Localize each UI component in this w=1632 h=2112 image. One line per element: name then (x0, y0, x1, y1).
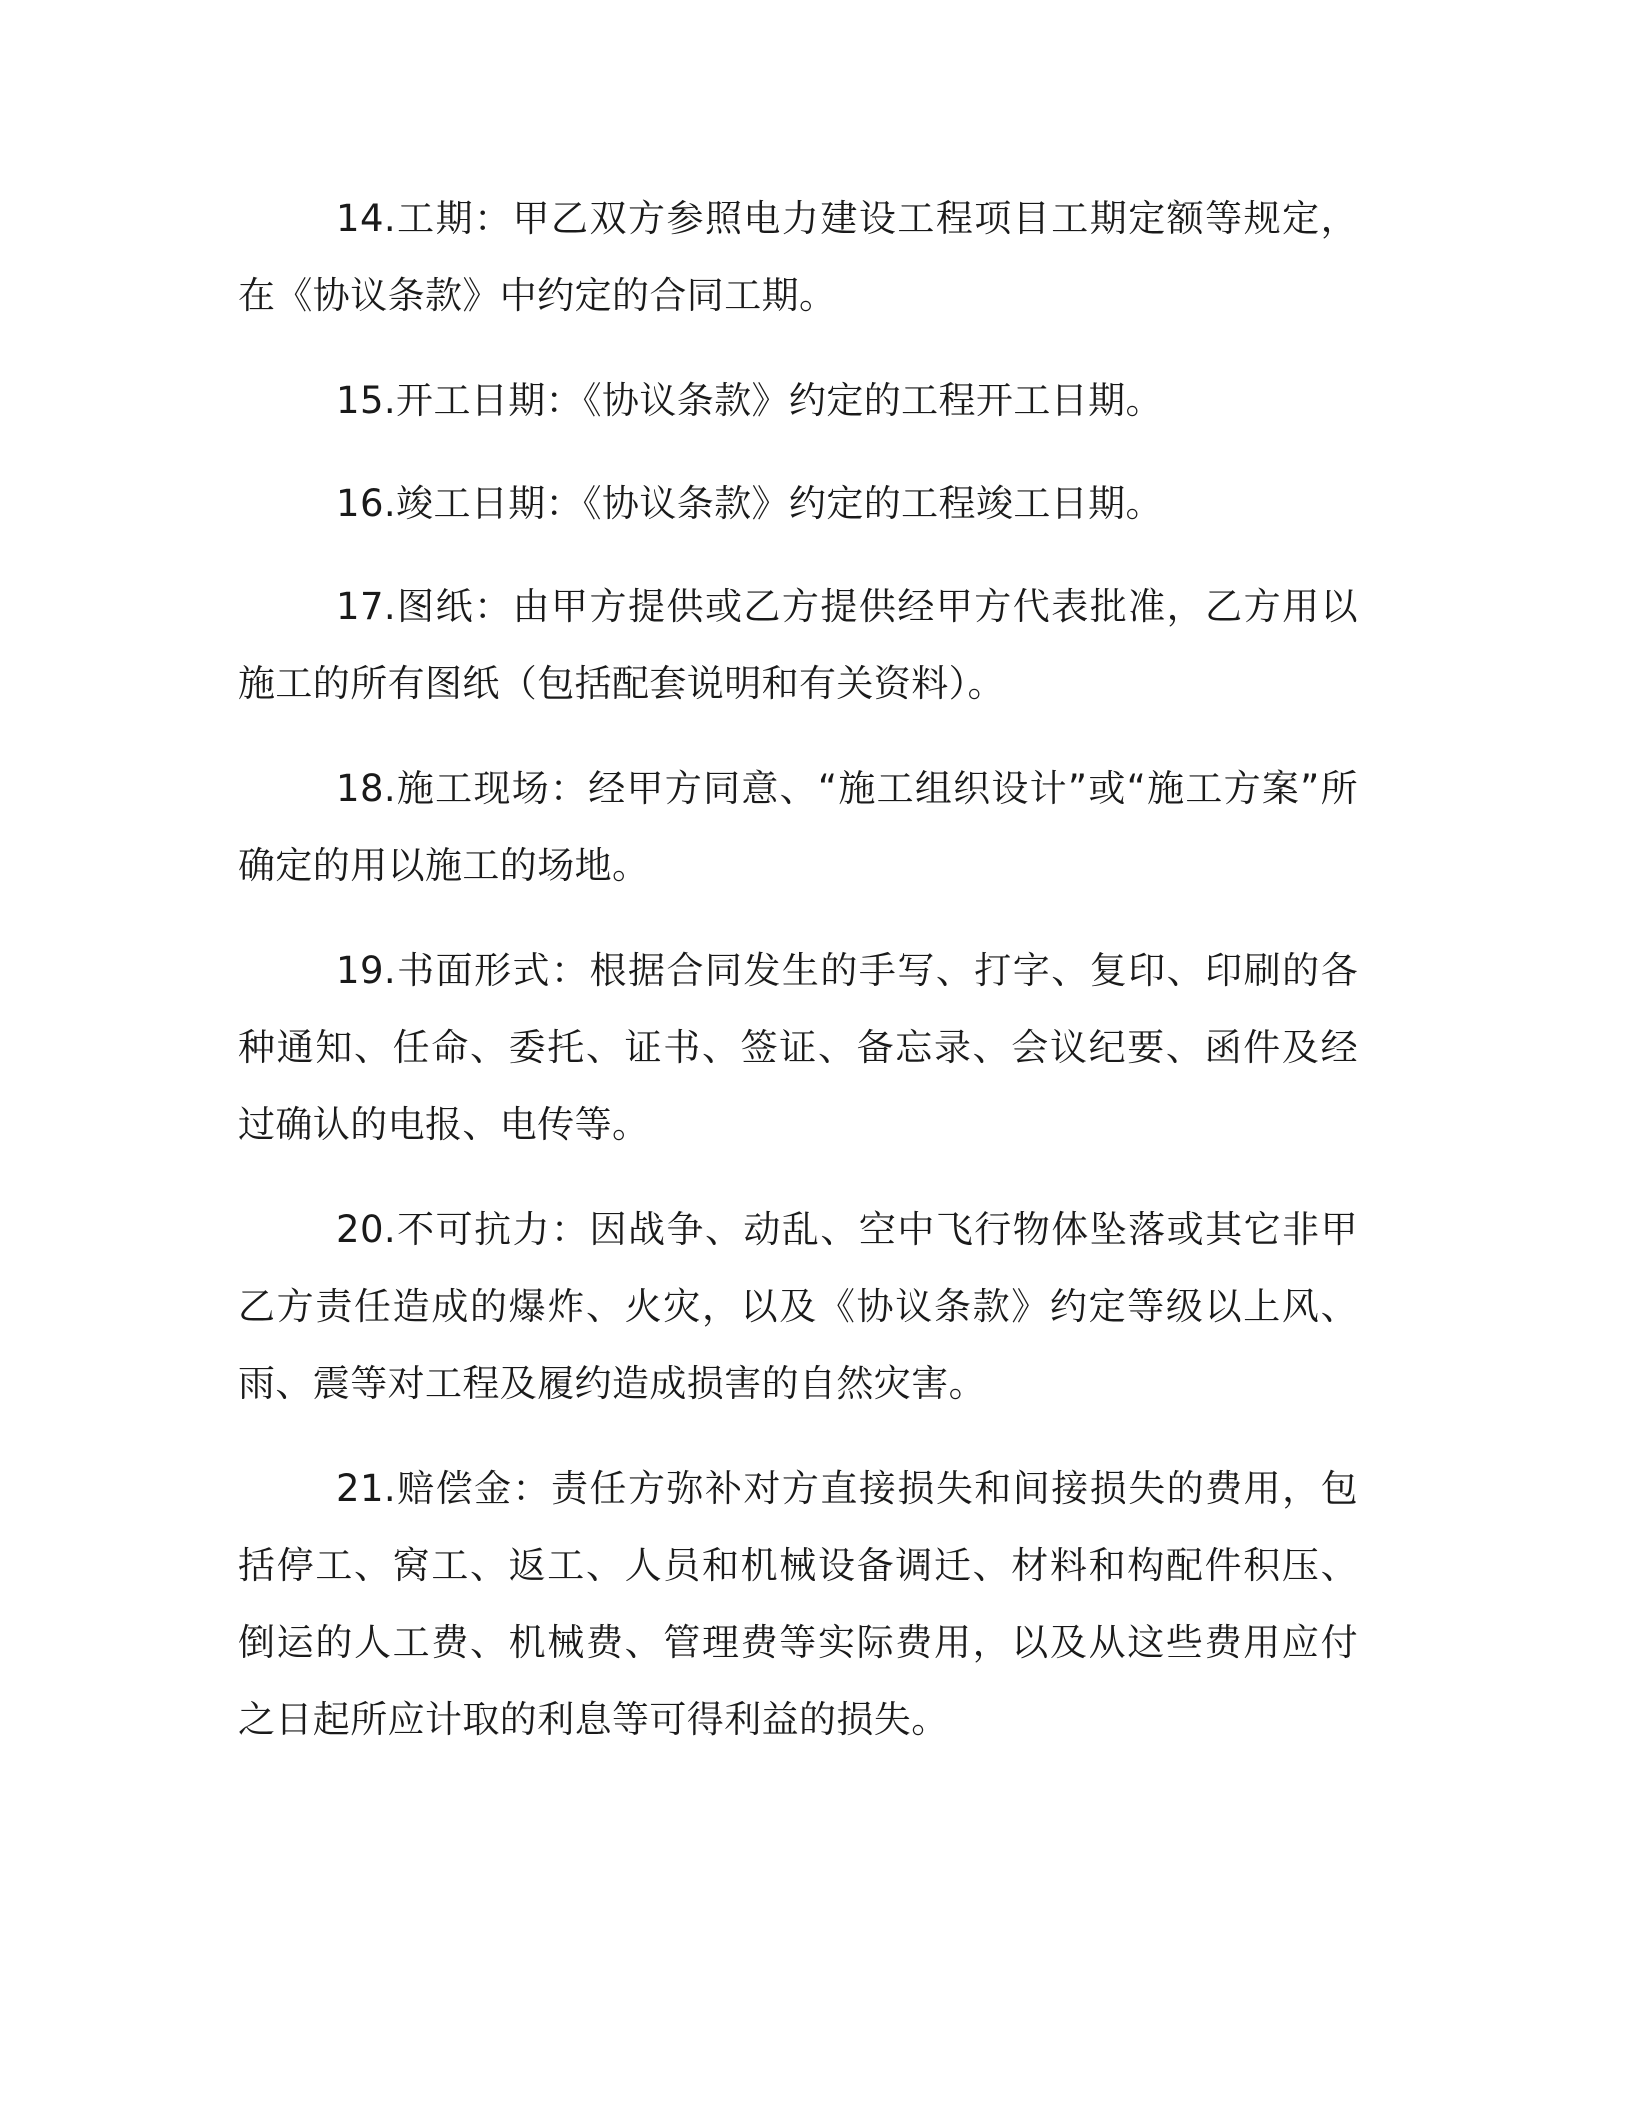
clause-15-start-date: 15.开工日期：《协议条款》约定的工程开工日期。 (336, 379, 1163, 422)
clause-14-construction-period: 14.工期：甲乙双方参照电力建设工程项目工期定额等规定，在《协议条款》中约定的合同工期。 (238, 197, 1358, 317)
clause-19-written-form: 19.书面形式：根据合同发生的手写、打字、复印、印刷的各种通知、任命、委托、证书、签证、备忘录、会议纪要、函件及经过确认的电报、电传等。 (238, 949, 1358, 1146)
clause-16-completion-date: 16.竣工日期：《协议条款》约定的工程竣工日期。 (336, 482, 1163, 525)
clause-20-force-majeure: 20.不可抗力：因战争、动乱、空中飞行物体坠落或其它非甲乙方责任造成的爆炸、火灾，以及《协议条款》约定等级以上风、雨、震等对工程及履约造成损害的自然灾害。 (238, 1208, 1358, 1405)
clause-17-drawings: 17.图纸：由甲方提供或乙方提供经甲方代表批准，乙方用以施工的所有图纸（包括配套说明和有关资料）。 (238, 585, 1358, 705)
clause-18-construction-site: 18.施工现场：经甲方同意、“施工组织设计”或“施工方案”所确定的用以施工的场地。 (238, 767, 1358, 887)
clause-21-compensation: 21.赔偿金：责任方弥补对方直接损失和间接损失的费用，包括停工、窝工、返工、人员和机械设备调迁、材料和构配件积压、倒运的人工费、机械费、管理费等实际费用，以及从这些费用应付之日起所应计取的利息等可得利益的损失。 (238, 1467, 1358, 1741)
